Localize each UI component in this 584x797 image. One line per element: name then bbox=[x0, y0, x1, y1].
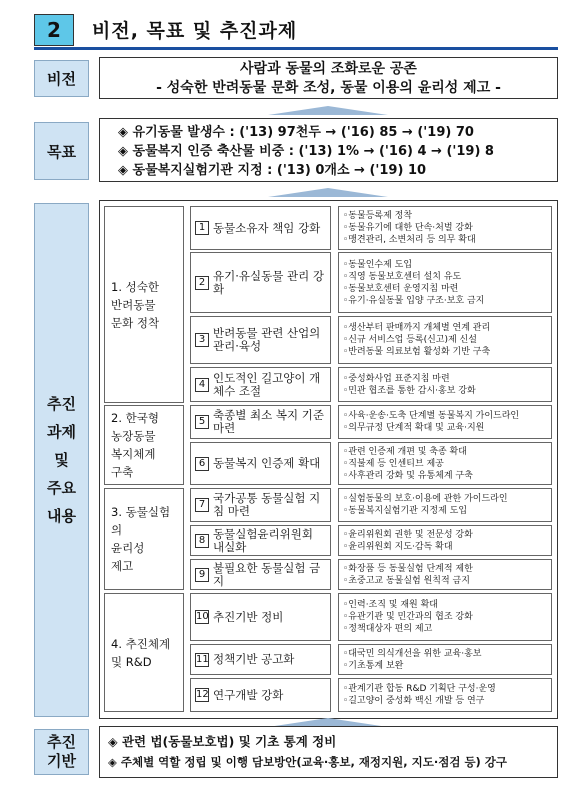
task-detail bbox=[338, 525, 552, 556]
task-item bbox=[190, 252, 331, 313]
task-item bbox=[190, 644, 331, 675]
detail-line: ◦실험동물의 보호·이용에 관한 가이드라인 bbox=[343, 494, 508, 504]
detail-line: ◦인력·조직 및 재원 확대 bbox=[343, 600, 438, 610]
detail-line: ◦동물보호센터 운영지침 마련 bbox=[343, 283, 459, 294]
task-item bbox=[190, 367, 331, 402]
task-detail bbox=[338, 316, 552, 364]
detail-line: ◦의무규정 단계적 확대 및 교육·지원 bbox=[343, 423, 485, 433]
task-detail bbox=[338, 405, 552, 439]
task-detail bbox=[338, 678, 552, 712]
category-1: 1. 성숙한 반려동물 문화 정착 bbox=[104, 206, 184, 403]
task-number: 12 bbox=[196, 689, 209, 700]
task-title: 유기·유실동물 관리 강화 bbox=[213, 268, 324, 296]
goal-box bbox=[99, 118, 558, 182]
vision-line2: - 성숙한 반려동물 문화 조성, 동물 이용의 윤리성 제고 - bbox=[156, 80, 501, 96]
foundation-box bbox=[99, 726, 558, 778]
task-item bbox=[190, 405, 331, 439]
detail-line: ◦관계기관 합동 R&D 기획단 구성·운영 bbox=[343, 684, 496, 694]
vision-label: 비전 bbox=[34, 60, 89, 97]
category-3: 3. 동물실험의 윤리성 제고 bbox=[104, 488, 184, 590]
task-title: 동물복지 인증제 확대 bbox=[213, 456, 321, 470]
detail-line: ◦생산부터 판매까지 개체별 연계 관리 bbox=[343, 323, 491, 333]
detail-line: ◦정책대상자 편의 제고 bbox=[343, 624, 433, 634]
task-title: 반려동물 관련 산업의 관리·육성 bbox=[213, 326, 321, 353]
goal-item: ◈ 동물복지 인증 축산물 비중 : ('13) 1% → ('16) 4 → ('19) 8 bbox=[118, 144, 494, 159]
detail-line: ◦동물등록제 정착 bbox=[343, 211, 413, 221]
task-number: 11 bbox=[196, 653, 209, 665]
detail-line: ◦맹견관리, 소변처리 등 의무 확대 bbox=[343, 235, 476, 245]
task-item bbox=[190, 559, 331, 590]
foundation-label: 추진 기반 bbox=[34, 729, 89, 775]
task-detail bbox=[338, 488, 552, 522]
detail-line: ◦윤리위원회 지도·감독 확대 bbox=[343, 541, 453, 552]
task-detail bbox=[338, 367, 552, 402]
detail-line: ◦윤리위원회 권한 및 전문성 강화 bbox=[343, 529, 473, 540]
task-detail bbox=[338, 442, 552, 485]
goal-label: 목표 bbox=[34, 122, 89, 180]
task-item bbox=[190, 206, 331, 250]
detail-line: ◦직영 동물보호센터 설치 유도 bbox=[343, 271, 462, 282]
task-number: 7 bbox=[195, 498, 209, 512]
category-4: 4. 추진체계 및 R&D bbox=[104, 593, 184, 712]
title-divider bbox=[34, 47, 558, 50]
task-title: 연구개발 강화 bbox=[213, 687, 284, 702]
detail-line: ◦유관기관 및 민간과의 협조 강화 bbox=[343, 612, 473, 622]
task-number: 2 bbox=[195, 276, 209, 290]
detail-line: ◦길고양이 중성화 백신 개발 등 연구 bbox=[343, 696, 485, 706]
category-2: 2. 한국형 농장동물 복지체계 구축 bbox=[104, 405, 184, 485]
task-title: 동물실험윤리위원회 내실화 bbox=[213, 526, 313, 554]
task-item bbox=[190, 525, 331, 556]
flow-arrow bbox=[268, 188, 388, 197]
task-number: 8 bbox=[195, 534, 209, 548]
task-number: 6 bbox=[195, 457, 209, 471]
section-number: 2 bbox=[34, 14, 74, 46]
task-detail bbox=[338, 593, 552, 641]
goal-item: ◈ 동물복지실험기관 지정 : ('13) 0개소 → ('19) 10 bbox=[118, 163, 427, 178]
task-title: 인도적인 길고양이 개체수 조절 bbox=[213, 370, 321, 398]
detail-line: ◦신규 서비스업 등록(신고)제 신설 bbox=[343, 335, 477, 345]
task-title: 축종별 최소 복지 기준 마련 bbox=[213, 408, 324, 435]
task-title: 동물소유자 책임 강화 bbox=[213, 220, 321, 235]
task-number: 1 bbox=[195, 221, 209, 235]
task-title: 정책기반 공고화 bbox=[213, 652, 295, 666]
task-number: 4 bbox=[195, 378, 209, 392]
foundation-item: ◈ 주체별 역할 정립 및 이행 담보방안(교육·홍보, 재정지원, 지도·점검 등) 강구 bbox=[108, 755, 508, 769]
detail-line: ◦기초통계 보완 bbox=[343, 660, 404, 671]
detail-line: ◦중성화사업 표준지침 마련 bbox=[343, 373, 450, 384]
detail-line: ◦동물인수제 도입 bbox=[343, 259, 413, 270]
detail-line: ◦동물복지실험기관 지정제 도입 bbox=[343, 506, 468, 516]
task-item bbox=[190, 488, 331, 522]
detail-line: ◦동물유기에 대한 단속·처벌 강화 bbox=[343, 223, 473, 233]
detail-line: ◦반려동물 의료보험 활성화 기반 구축 bbox=[343, 347, 491, 357]
task-title: 불필요한 동물실험 금지 bbox=[213, 560, 321, 588]
task-title: 국가공통 동물실험 지침 마련 bbox=[213, 491, 321, 518]
task-label: 추진 과제 및 주요 내용 bbox=[34, 203, 89, 717]
goal-item: ◈ 유기동물 발생수 : ('13) 97천두 → ('16) 85 → ('19) 70 bbox=[118, 125, 474, 140]
task-detail bbox=[338, 559, 552, 590]
section-title: 비전, 목표 및 추진과제 bbox=[92, 20, 298, 42]
detail-line: ◦사후관리 강화 및 유통체계 구축 bbox=[343, 470, 473, 481]
foundation-item: ◈ 관련 법(동물보호법) 및 기초 통계 정비 bbox=[108, 734, 337, 749]
task-number: 5 bbox=[195, 415, 209, 429]
task-detail bbox=[338, 206, 552, 250]
task-item bbox=[190, 593, 331, 641]
task-item bbox=[190, 678, 331, 712]
detail-line: ◦직불제 등 인센티브 제공 bbox=[343, 458, 444, 469]
detail-line: ◦유기·유실동물 입양 구조·보호 금지 bbox=[343, 295, 485, 306]
task-number: 10 bbox=[196, 611, 209, 622]
detail-line: ◦사육·운송·도축 단계별 동물복지 가이드라인 bbox=[343, 411, 520, 421]
detail-line: ◦관련 인증제 개편 및 축종 확대 bbox=[343, 446, 467, 457]
flow-arrow bbox=[268, 106, 388, 115]
task-number: 9 bbox=[195, 568, 209, 582]
detail-line: ◦대국민 의식개선을 위한 교육·홍보 bbox=[343, 648, 482, 659]
detail-line: ◦화장품 등 동물실험 단계적 제한 bbox=[343, 563, 473, 574]
detail-line: ◦민관 협조를 통한 감시·홍보 강화 bbox=[343, 385, 476, 396]
task-item bbox=[190, 316, 331, 364]
task-detail bbox=[338, 252, 552, 313]
task-item bbox=[190, 442, 331, 485]
task-number: 3 bbox=[195, 333, 209, 347]
task-title: 추진기반 정비 bbox=[213, 609, 284, 624]
vision-box bbox=[99, 57, 558, 99]
task-detail bbox=[338, 644, 552, 675]
detail-line: ◦초중고교 동물실험 원칙적 금지 bbox=[343, 575, 470, 586]
vision-line1: 사람과 동물의 조화로운 공존 bbox=[240, 61, 417, 77]
